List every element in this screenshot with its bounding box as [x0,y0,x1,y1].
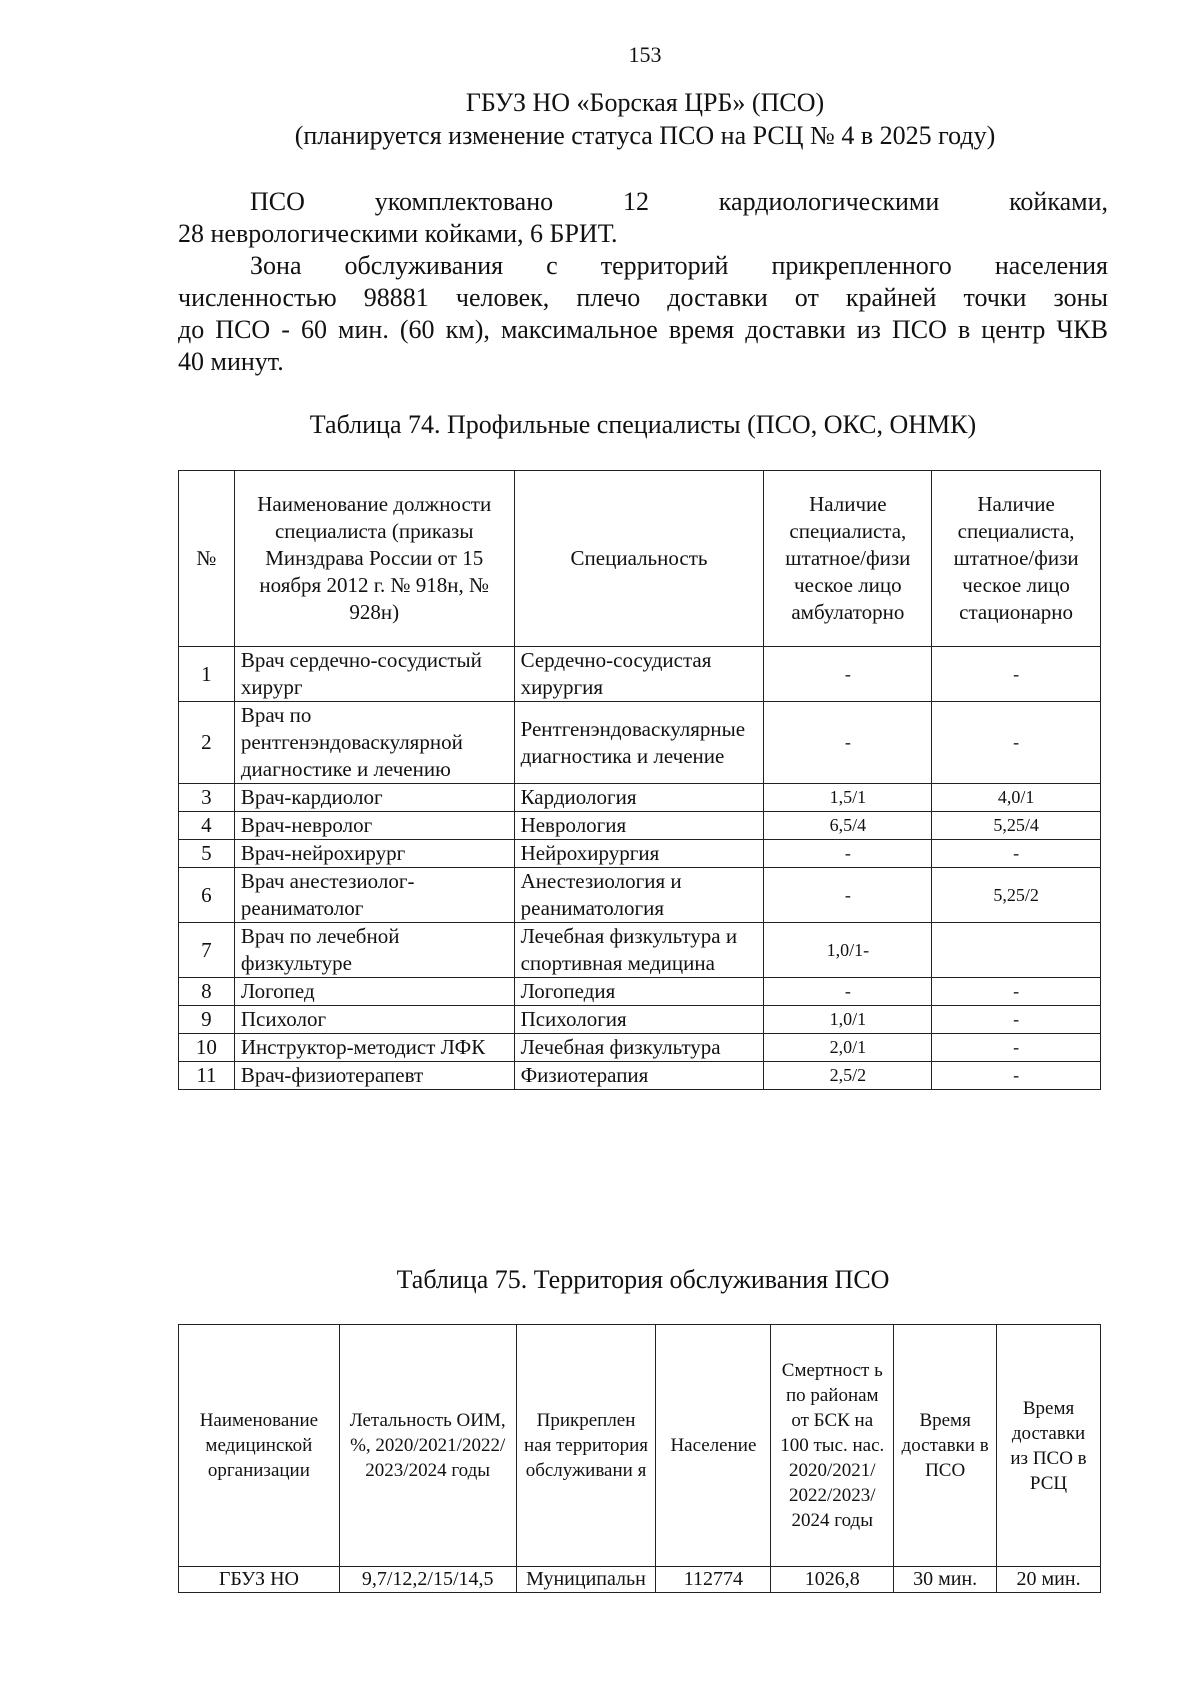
paragraph-line: численностью 98881 человек, плечо доставки от крайней точки зоны [178,283,1108,312]
cell-ambulatory: 2,5/2 [764,1062,932,1090]
table-row [179,840,1101,868]
table-75 [178,1324,1101,1593]
cell-lethality: 9,7/12,2/15/14,5 [339,1567,516,1593]
cell-position: Логопед [234,978,514,1006]
cell-ambulatory: 6,5/4 [764,812,932,840]
header-delivery-rsc: Время доставки из ПСО в РСЦ [997,1325,1101,1567]
cell-territory: Муниципальн [516,1567,656,1593]
table-row [179,978,1101,1006]
cell-position: Инструктор-методист ЛФК [234,1034,514,1062]
header-delivery-pso: Время доставки в ПСО [894,1325,997,1567]
page-number: 153 [628,42,662,67]
cell-population: 112774 [656,1567,771,1593]
header-num: № [179,471,235,647]
cell-num: 1 [179,647,235,702]
table-row [179,647,1101,702]
cell-position: Психолог [234,1006,514,1034]
table-row [179,1062,1101,1090]
header-population: Население [656,1325,771,1567]
cell-position: Врач по рентгенэндоваскулярной диагностике и лечению [234,702,514,784]
table-75-caption: Таблица 75. Территория обслуживания ПСО [396,1265,890,1294]
cell-specialty: Кардиология [514,784,764,812]
cell-inpatient: - [932,702,1101,784]
paragraph-beds [178,186,1108,250]
table-74-caption: Таблица 74. Профильные специалисты (ПСО, ОКС, ОНМК) [309,410,977,439]
cell-num: 8 [179,978,235,1006]
cell-ambulatory: - [764,702,932,784]
document-title [0,86,1200,152]
table-74 [178,470,1101,1090]
cell-num: 2 [179,702,235,784]
table-row [179,1006,1101,1034]
header-inpatient: Наличие специалиста, штатное/физи ческое лицо стационарно [932,471,1101,647]
cell-inpatient: 5,25/4 [932,812,1101,840]
cell-position: Врач-нейрохирург [234,840,514,868]
cell-position: Врач-кардиолог [234,784,514,812]
cell-delivery-pso: 30 мин. [894,1567,997,1593]
cell-specialty: Анестезиология и реаниматология [514,868,764,923]
table-row [179,1034,1101,1062]
header-specialty: Специальность [514,471,764,647]
cell-num: 6 [179,868,235,923]
cell-ambulatory: - [764,868,932,923]
cell-position: Врач-физиотерапевт [234,1062,514,1090]
cell-num: 10 [179,1034,235,1062]
paragraph-line: до ПСО - 60 мин. (60 км), максимальное время доставки из ПСО в центр ЧКВ [178,315,1108,344]
title-line-1: ГБУЗ НО «Борская ЦРБ» (ПСО) [465,88,825,117]
cell-specialty: Сердечно-сосудистая хирургия [514,647,764,702]
cell-ambulatory: - [764,978,932,1006]
cell-inpatient: - [932,647,1101,702]
paragraph-line: 28 неврологическими койками, 6 БРИТ. [178,219,618,248]
cell-inpatient: 5,25/2 [932,868,1101,923]
cell-specialty: Рентгенэндоваскулярные диагностика и лечение [514,702,764,784]
paragraph-line: ПСО укомплектовано 12 кардиологическими койками, [250,187,1108,216]
cell-num: 4 [179,812,235,840]
cell-specialty: Лечебная физкультура [514,1034,764,1062]
cell-inpatient: - [932,1034,1101,1062]
cell-specialty: Неврология [514,812,764,840]
cell-ambulatory: - [764,840,932,868]
cell-position: Врач по лечебной физкультуре [234,923,514,978]
cell-num: 7 [179,923,235,978]
cell-specialty: Нейрохирургия [514,840,764,868]
cell-inpatient [932,923,1101,978]
table-row [179,702,1101,784]
cell-position: Врач-невролог [234,812,514,840]
cell-position: Врач анестезиолог-реаниматолог [234,868,514,923]
header-lethality: Летальность ОИМ, %, 2020/2021/2022/ 2023/2024 годы [339,1325,516,1567]
header-position: Наименование должности специалиста (приказы Минздрава России от 15 ноября 2012 г. № 918н, № 928н) [234,471,514,647]
table-row [179,784,1101,812]
cell-num: 3 [179,784,235,812]
cell-specialty: Лечебная физкультура и спортивная медицина [514,923,764,978]
paragraph-service-zone [178,250,1108,378]
table-75-body [179,1567,1101,1593]
header-territory: Прикреплен ная территория обслуживани я [516,1325,656,1567]
table-row [179,923,1101,978]
header-org: Наименование медицинской организации [179,1325,340,1567]
cell-ambulatory: - [764,647,932,702]
title-line-2: (планируется изменение статуса ПСО на РСЦ № 4 в 2025 году) [294,121,996,150]
header-mortality: Смертност ь по районам от БСК на 100 тыс. нас. 2020/2021/ 2022/2023/ 2024 годы [771,1325,894,1567]
cell-inpatient: 4,0/1 [932,784,1101,812]
table-row [179,812,1101,840]
cell-inpatient: - [932,1006,1101,1034]
cell-num: 5 [179,840,235,868]
paragraph-line: Зона обслуживания с территорий прикрепленного населения [250,251,1108,280]
cell-num: 9 [179,1006,235,1034]
cell-inpatient: - [932,978,1101,1006]
cell-ambulatory: 2,0/1 [764,1034,932,1062]
cell-specialty: Логопедия [514,978,764,1006]
table-row [179,868,1101,923]
header-ambulatory: Наличие специалиста, штатное/физи ческое лицо амбулаторно [764,471,932,647]
cell-ambulatory: 1,0/1 [764,1006,932,1034]
cell-position: Врач сердечно-сосудистый хирург [234,647,514,702]
cell-org: ГБУЗ НО [179,1567,340,1593]
cell-mortality: 1026,8 [771,1567,894,1593]
cell-num: 11 [179,1062,235,1090]
cell-delivery-rsc: 20 мин. [997,1567,1101,1593]
paragraph-line: 40 минут. [178,347,284,376]
table-74-body [179,647,1101,1090]
cell-ambulatory: 1,0/1- [764,923,932,978]
cell-ambulatory: 1,5/1 [764,784,932,812]
cell-inpatient: - [932,1062,1101,1090]
cell-inpatient: - [932,840,1101,868]
table-row [179,1567,1101,1593]
cell-specialty: Физиотерапия [514,1062,764,1090]
cell-specialty: Психология [514,1006,764,1034]
